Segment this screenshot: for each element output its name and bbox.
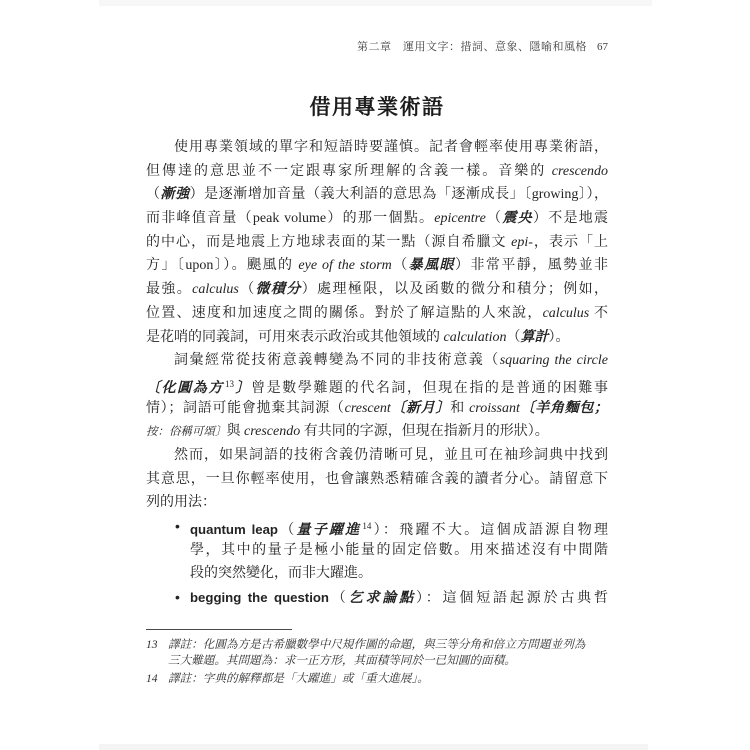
text-line <box>146 231 608 255</box>
text-segment: croissant <box>469 400 520 416</box>
footnote-separator <box>146 629 292 630</box>
text-segment: 震央 <box>502 211 533 227</box>
footnote-text: 譯註：字典的解釋都是「大躍進」或「重大進展」。 <box>168 672 429 686</box>
text-segment: 方」〔upon〕）。颶風的 <box>146 258 299 274</box>
text-segment: 情）；詞語可能會拋棄其詞源（ <box>146 400 345 416</box>
body-text <box>146 136 608 610</box>
footnote-number: 14 <box>146 672 158 686</box>
text-line <box>146 586 608 610</box>
text-segment: 微積分 <box>255 282 302 298</box>
page-number: 67 <box>597 41 608 53</box>
text-segment: calculus <box>542 305 590 321</box>
text-segment: 按：俗稱可頌〕 <box>146 426 227 439</box>
text-line <box>146 468 608 492</box>
text-segment: crescent <box>344 400 391 416</box>
text-segment: （ <box>146 187 161 203</box>
text-segment: 〔化圓為方 <box>146 380 224 396</box>
text-segment: calculus <box>192 282 239 298</box>
text-segment: ）非常平靜，風勢並非 <box>455 258 609 274</box>
text-segment: eye of the storm <box>298 258 392 274</box>
text-segment: 〕 <box>233 380 252 396</box>
text-line <box>146 207 608 231</box>
text-segment: ）：這個短語起源於古典哲 <box>415 591 609 607</box>
footnote-item <box>146 637 614 669</box>
text-segment: 〔羊角麵包； <box>519 400 609 416</box>
text-segment: ）不是地震 <box>532 211 609 227</box>
text-segment: 的中心，而是地震上方地球表面的某一點（源自希臘文 <box>146 234 512 250</box>
text-segment: （ <box>506 329 521 345</box>
text-segment: quantum leap <box>190 522 278 537</box>
text-segment: 其意思，一旦你輕率使用，也會讓熟悉精確含義的讀者分心。請留意下 <box>146 471 608 487</box>
text-segment: 有共同的字源，但現在指新月的形狀）。 <box>300 424 549 440</box>
text-segment: 列的用法： <box>146 495 216 511</box>
text-segment: crescendo <box>244 424 301 440</box>
text-segment: ）：飛躍不大。這個成語源自物理 <box>371 523 609 538</box>
running-head <box>146 40 608 54</box>
page-edge-bottom <box>99 744 648 750</box>
text-segment: 不 <box>589 305 609 321</box>
footnote-ref: 14 <box>362 521 372 531</box>
text-line <box>146 491 608 515</box>
text-line <box>146 420 608 444</box>
text-line <box>146 302 608 326</box>
chapter-title: 第二章 運用文字：措詞、意象、隱喻和風格 <box>357 41 587 53</box>
text-line <box>146 515 608 539</box>
text-line <box>146 349 608 373</box>
text-segment: 位置、速度和加速度之間的關係。對於了解這點的人來說， <box>146 305 543 321</box>
text-segment: 是花哨的同義詞，可用來表示政治或其他領域的 <box>146 329 444 345</box>
text-segment: ，表示「上 <box>532 234 609 250</box>
text-segment: （ <box>391 258 409 274</box>
text-segment: ）處理極限，以及函數的微分和積分；例如， <box>301 282 609 298</box>
text-line <box>146 254 608 278</box>
text-line <box>146 444 608 468</box>
text-line <box>146 397 608 421</box>
bullet-marker: • <box>175 518 180 534</box>
page-edge-top <box>99 0 652 6</box>
text-line <box>146 562 608 586</box>
text-segment: 段的突然變化，而非大躍進。 <box>190 566 372 582</box>
text-segment: 曾是數學難題的代名詞，但現在指的是普通的困難事 <box>251 380 609 396</box>
text-segment: 然而，如果詞語的技術含義仍清晰可見，並且可在袖珍詞典中找到 <box>174 447 608 463</box>
text-segment: （ <box>238 282 256 298</box>
text-segment: 算計 <box>520 329 549 345</box>
footnote-text: 譯註：化圓為方是古希臘數學中尺規作圖的命題，與三等分角和倍立方問題並列為 三大難題。其問題為：求一正方形，其面積等同於一已知圓的面積。 <box>168 638 586 667</box>
text-segment: 而非峰值音量（peak volume）的那一個點。 <box>146 211 435 227</box>
text-segment: ）是逐漸增加音量（義大利語的意思為「逐漸成長」〔growing〕）， <box>189 187 608 203</box>
text-line <box>146 183 608 207</box>
text-segment: epicentre <box>434 211 486 227</box>
text-segment: ）。 <box>548 329 570 345</box>
bullet-marker: • <box>175 589 180 606</box>
text-segment: calculation <box>443 329 507 345</box>
text-segment: 漸強 <box>160 187 190 203</box>
text-segment: （ <box>328 591 349 607</box>
text-segment: 和 <box>450 400 470 416</box>
text-segment: begging the question <box>190 590 329 606</box>
text-line <box>146 373 608 397</box>
text-segment: 量子躍進 <box>296 523 362 538</box>
text-line <box>146 539 608 563</box>
text-segment: 學，其中的量子是極小能量的固定倍數。用來描述沒有中間階 <box>190 542 608 558</box>
text-line <box>146 136 608 160</box>
text-segment: crescendo <box>551 163 608 179</box>
text-segment: （ <box>277 523 297 538</box>
footnote-number: 13 <box>146 638 158 651</box>
text-segment: 〔新月〕 <box>390 400 451 416</box>
footnote-item <box>146 671 614 687</box>
text-segment: 乞求論點 <box>348 591 416 607</box>
text-segment: 最強。 <box>146 282 193 298</box>
text-segment: 但傳達的意思並不一定跟專家所理解的含義一樣。音樂的 <box>146 163 552 179</box>
text-line <box>146 326 608 350</box>
footnotes <box>146 637 614 689</box>
text-segment: squaring the circle <box>499 353 608 369</box>
text-segment: 暴風眼 <box>408 258 456 274</box>
footnote-ref: 13 <box>224 378 234 389</box>
text-segment: epi- <box>511 234 533 250</box>
text-line <box>146 278 608 302</box>
text-segment: 詞彙經常從技術意義轉變為不同的非技術意義（ <box>174 353 500 369</box>
text-line <box>146 160 608 184</box>
text-segment: （ <box>485 211 503 227</box>
section-title: 借用專業術語 <box>309 95 445 119</box>
text-segment: 與 <box>226 424 244 440</box>
text-segment: 使用專業領域的單字和短語時要謹慎。記者會輕率使用專業術語， <box>174 140 608 155</box>
